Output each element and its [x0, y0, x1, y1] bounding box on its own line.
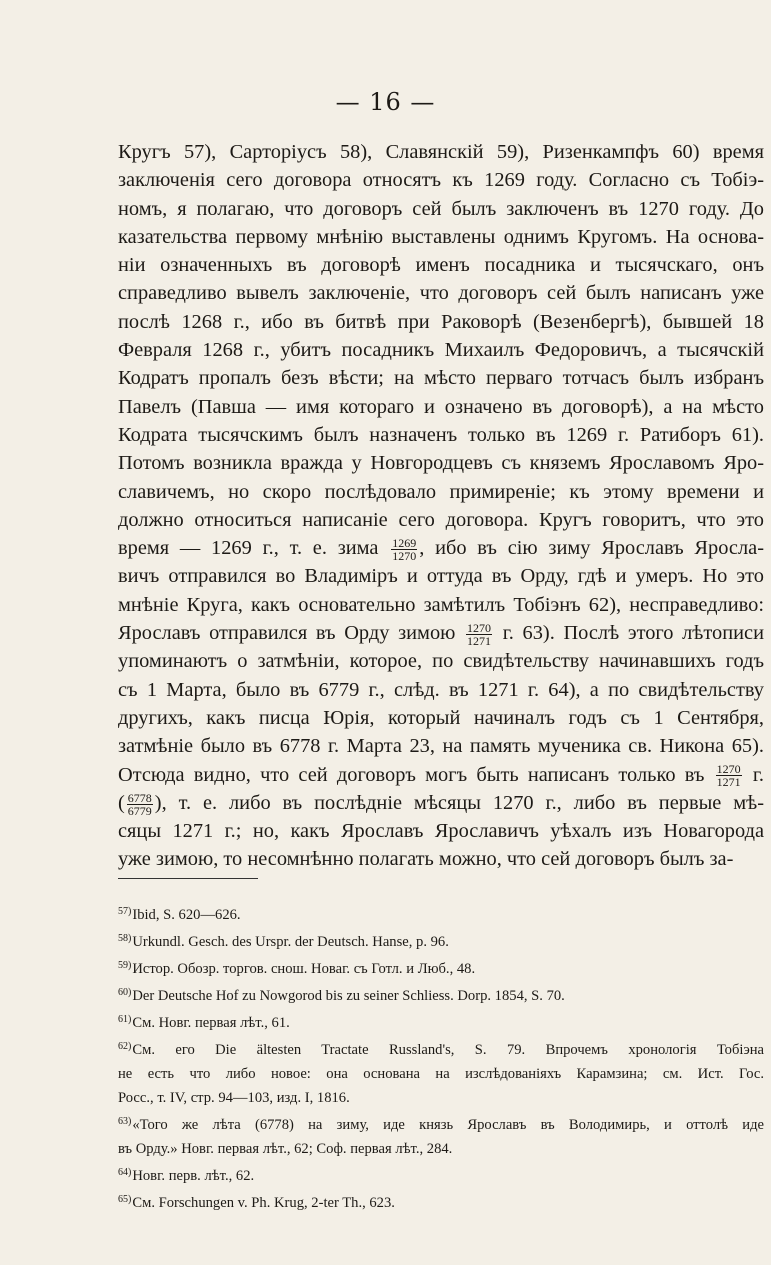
fraction-numerator: 6778	[127, 790, 152, 805]
text-line: другихъ, какъ писца Юрія, который начиналъ годъ съ 1 Сентября,	[118, 706, 764, 729]
fraction-denominator: 6779	[127, 803, 152, 818]
fraction-denominator: 1271	[467, 633, 492, 648]
footnote-text: Новг. перв. лѣт., 62.	[132, 1168, 255, 1184]
text-line: славичемъ, но скоро послѣдовало примиреніе; къ этому времени и	[118, 480, 764, 503]
fraction	[466, 622, 492, 647]
footnote-mark: 64)	[118, 1167, 132, 1178]
footnote	[118, 1188, 764, 1215]
fraction	[127, 792, 153, 817]
footnotes	[118, 900, 764, 1215]
fraction-numerator: 1270	[467, 620, 492, 635]
text-line: мнѣніе Круга, какъ основательно замѣтилъ Тобіэнъ 62), несправедливо:	[118, 593, 764, 616]
text-line	[118, 534, 764, 562]
text-line: Кодрата тысячскимъ былъ назначенъ только въ 1269 г. Ратиборъ 61).	[118, 423, 764, 446]
footnote	[118, 1110, 764, 1137]
text-line: Павелъ (Павша — имя котораго и означено въ договорѣ), а на мѣсто	[118, 395, 764, 418]
text-line: вичъ отправился во Владиміръ и оттуда въ Орду, гдѣ и умеръ. Но это	[118, 565, 764, 588]
footnote	[118, 981, 764, 1008]
footnote-mark: 61)	[118, 1014, 132, 1025]
text-fragment: Отсюда видно, что сей договоръ могъ быть написанъ только въ	[118, 763, 705, 786]
paren-open: (	[118, 791, 125, 814]
footnote-continuation: не есть что либо новое: она основана на изслѣдованіяхъ Карамзина; см. Ист. Гос.	[118, 1066, 764, 1082]
text-line	[118, 761, 764, 789]
text-line: Потомъ возникла вражда у Новгородцевъ съ княземъ Ярославомъ Яро-	[118, 452, 764, 475]
text-fragment: , ибо въ сію зиму Ярославъ Яросла-	[419, 537, 764, 560]
footnote-mark: 65)	[118, 1194, 132, 1205]
footnote-mark: 60)	[118, 987, 132, 998]
footnote-mark: 63)	[118, 1116, 132, 1127]
footnote-text: Urkundl. Gesch. des Urspr. der Deutsch. Hanse, p. 96.	[132, 934, 449, 950]
footnote-mark: 57)	[118, 906, 132, 917]
text-fragment: Ярославъ отправился въ Орду зимою	[118, 622, 456, 645]
text-line: должно относиться написаніе сего договора. Кругъ говоритъ, что это	[118, 508, 764, 531]
text-line: уже зимою, то несомнѣнно полагать можно, что сей договоръ былъ за-	[118, 848, 734, 871]
footnote	[118, 1008, 764, 1035]
text-line: затмѣніе было въ 6778 г. Марта 23, на память мученика св. Никона 65).	[118, 735, 764, 758]
page-number: — 16 —	[335, 88, 436, 116]
text-line: послѣ 1268 г., ибо въ битвѣ при Раковорѣ (Везенбергѣ), бывшей 18	[118, 310, 764, 333]
text-line: сяцы 1271 г.; но, какъ Ярославъ Ярославичъ уѣхалъ изъ Новагорода	[118, 820, 764, 843]
footnote	[118, 954, 764, 981]
text-line	[118, 789, 764, 817]
text-line: справедливо вывелъ заключеніе, что договоръ сей былъ написанъ уже	[118, 282, 764, 305]
fraction	[716, 763, 742, 788]
footnote-text: См. Новг. первая лѣт., 61.	[132, 1015, 290, 1031]
text-line: упоминаютъ о затмѣніи, которое, по свидѣтельству начинавшихъ годъ	[118, 650, 764, 673]
footnote-text: См. его Die ältesten Tractate Russland's, S. 79. Впрочемъ хронологія Тобіэна	[132, 1042, 764, 1058]
body-text	[118, 138, 764, 874]
fraction-denominator: 1270	[392, 548, 417, 563]
fraction	[391, 537, 417, 562]
footnote	[118, 1035, 764, 1062]
fraction-numerator: 1270	[716, 762, 741, 777]
text-line: заключенія сего договора относятъ къ 1269 году. Согласно съ Тобіэ-	[118, 169, 764, 192]
text-line: Кругъ 57), Сарторіусъ 58), Славянскій 59), Ризенкампфъ 60) время	[118, 141, 764, 163]
text-fragment: г. 63). Послѣ этого лѣтописи	[494, 622, 764, 645]
footnote-mark: 58)	[118, 933, 132, 944]
text-line: съ 1 Марта, было въ 6779 г., слѣд. въ 1271 г. 64), а по свидѣтельству	[118, 678, 764, 701]
footnote	[118, 1161, 764, 1188]
footnote-continuation: въ Орду.» Новг. первая лѣт., 62; Соф. первая лѣт., 284.	[118, 1141, 453, 1157]
text-line: казательства первому мнѣнію выставлены однимъ Кругомъ. На основа-	[118, 225, 764, 248]
text-line: номъ, я полагаю, что договоръ сей былъ заключенъ въ 1270 году. До	[118, 197, 764, 220]
footnote-divider	[118, 878, 258, 879]
footnote-continuation: Росс., т. IV, стр. 94—103, изд. I, 1816.	[118, 1090, 350, 1106]
fraction-numerator: 1269	[392, 535, 417, 550]
footnote-text: «Того же лѣта (6778) на зиму, иде князь Ярославъ въ Володимирь, и оттолѣ иде	[132, 1117, 764, 1133]
footnote-mark: 59)	[118, 960, 132, 971]
text-line: Кодратъ пропалъ безъ вѣсти; на мѣсто перваго тотчасъ былъ избранъ	[118, 367, 764, 390]
footnote-mark: 62)	[118, 1041, 132, 1052]
text-fragment: , т. е. либо въ послѣдніе мѣсяцы 1270 г., либо въ первые мѣ-	[161, 791, 764, 814]
text-line: ніи означенныхъ въ договорѣ именъ посадника и тысячскаго, онъ	[118, 254, 764, 277]
text-fragment: г.	[743, 763, 764, 786]
paren-close: )	[154, 791, 162, 814]
text-line	[118, 619, 764, 647]
fraction-denominator: 1271	[716, 775, 741, 790]
footnote-text: Истор. Обозр. торгов. снош. Новаг. съ Готл. и Люб., 48.	[132, 961, 476, 977]
footnote-text: Der Deutsche Hof zu Nowgorod bis zu seiner Schliess. Dorp. 1854, S. 70.	[132, 988, 565, 1004]
footnote	[118, 900, 764, 927]
text-fragment: время — 1269 г., т. е. зима	[118, 537, 379, 560]
footnote	[118, 927, 764, 954]
text-line: Февраля 1268 г., убитъ посадникъ Михаилъ Федоровичъ, а тысячскій	[118, 339, 764, 362]
footnote-text: Ibid, S. 620—626.	[132, 907, 241, 923]
footnote-text: См. Forschungen v. Ph. Krug, 2-ter Th., 623.	[132, 1195, 395, 1211]
